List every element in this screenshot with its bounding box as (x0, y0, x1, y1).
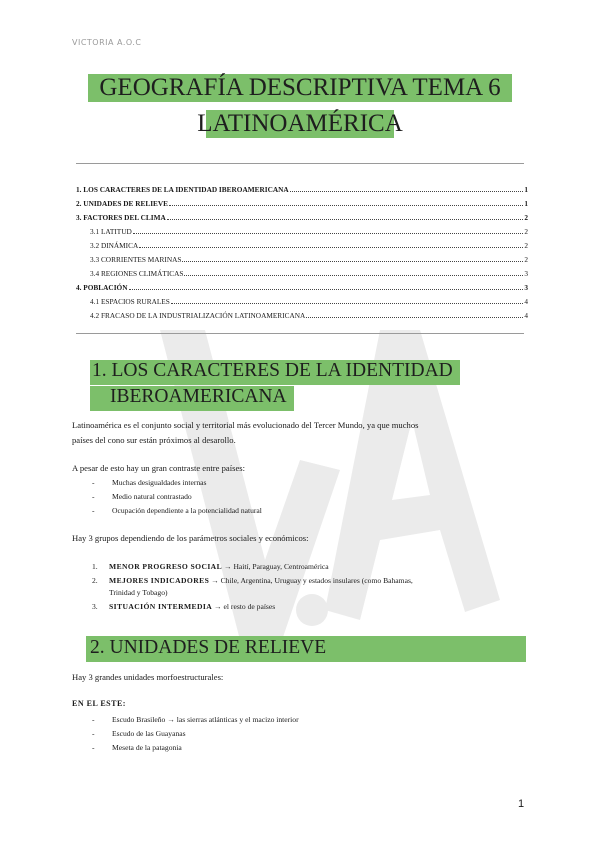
toc-entry[interactable]: 1. LOS CARACTERES DE LA IDENTIDAD IBEROAMERICANA 1 (76, 185, 528, 194)
toc-entry[interactable]: 4. POBLACIÓN 3 (76, 283, 528, 292)
toc-entry[interactable]: 3. FACTORES DEL CLIMA 2 (76, 213, 528, 222)
toc-entry[interactable]: 4.1 ESPACIOS RURALES 4 (90, 297, 528, 306)
toc-entry[interactable]: 3.3 CORRIENTES MARINAS 2 (90, 255, 528, 264)
paragraph: A pesar de esto hay un gran contraste entre países: (72, 463, 246, 473)
paragraph: Hay 3 grupos dependiendo de los parámetros sociales y económicos: (72, 533, 309, 543)
section-1-heading-cont: IBEROAMERICANA (110, 386, 287, 407)
toc-entry[interactable]: 4.2 FRACASO DE LA INDUSTRIALIZACIÓN LATINOAMERICANA 4 (90, 311, 528, 320)
divider-top (76, 163, 524, 164)
document-subtitle: LATINOAMÉRICA (197, 110, 403, 137)
paragraph: países del cono sur están próximos al desarollo. (72, 435, 236, 445)
divider-bottom (76, 333, 524, 334)
subheading: EN EL ESTE: (72, 699, 126, 708)
paragraph: Hay 3 grandes unidades morfoestructurales: (72, 672, 224, 682)
section-2-heading: 2. UNIDADES DE RELIEVE (90, 637, 327, 658)
toc-entry[interactable]: 3.4 REGIONES CLIMÁTICAS 3 (90, 269, 528, 278)
toc-entry[interactable]: 2. UNIDADES DE RELIEVE 1 (76, 199, 528, 208)
page-number: 1 (518, 798, 525, 810)
author-header: VICTORIA A.O.C (72, 38, 142, 47)
paragraph: Latinoamérica es el conjunto social y territorial más evolucionado del Tercer Mundo, ya que muchos (72, 420, 419, 430)
toc-entry[interactable]: 3.1 LATITUD 2 (90, 227, 528, 236)
section-1-heading: 1. LOS CARACTERES DE LA IDENTIDAD (92, 360, 453, 381)
toc-entry[interactable]: 3.2 DINÁMICA 2 (90, 241, 528, 250)
document-title: GEOGRAFÍA DESCRIPTIVA TEMA 6 (99, 74, 501, 101)
